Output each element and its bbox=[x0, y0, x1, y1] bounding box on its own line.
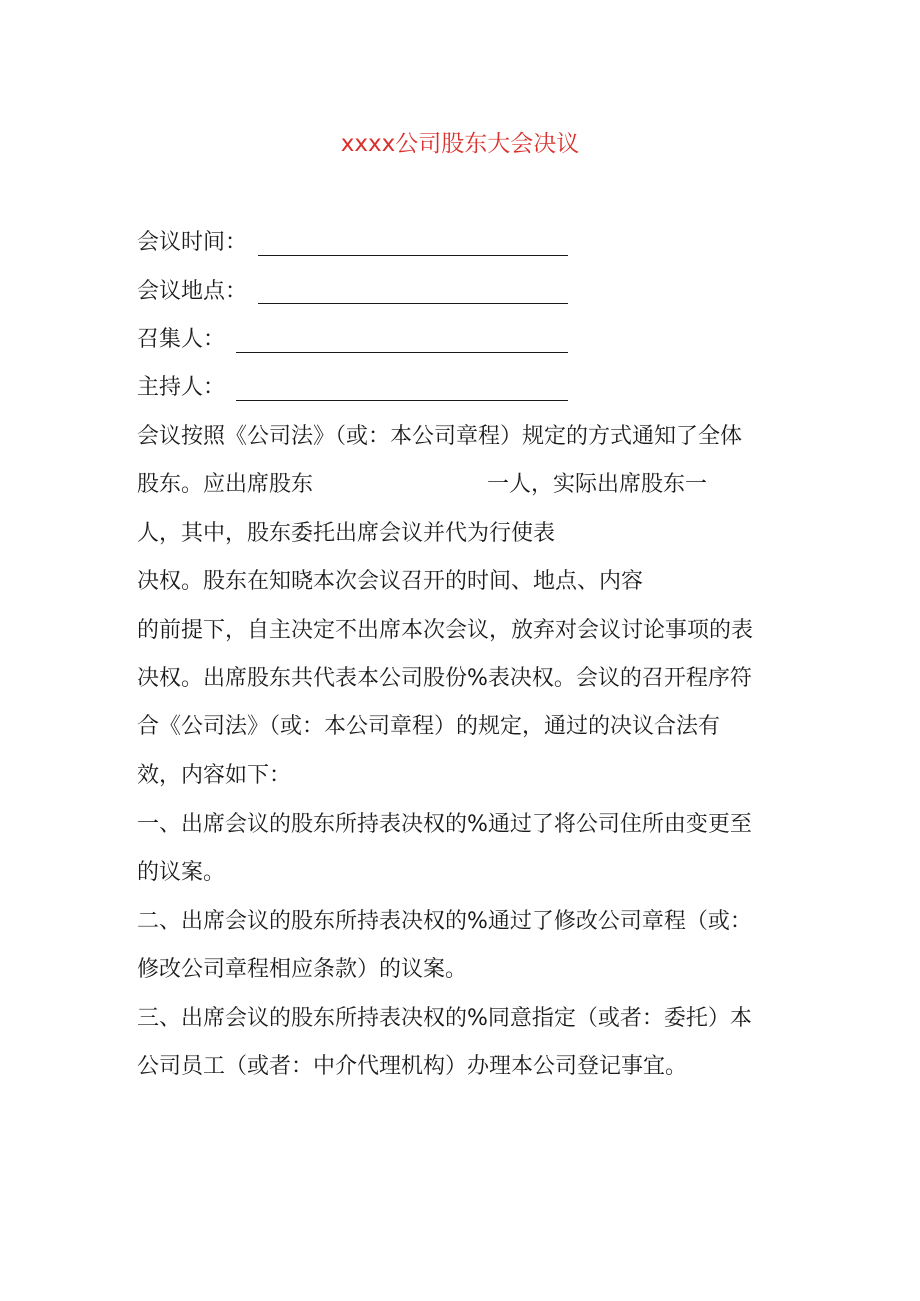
convener-label: 召集人： bbox=[137, 327, 226, 352]
meeting-time-label: 会议时间： bbox=[137, 230, 248, 255]
meeting-place-label: 会议地点： bbox=[137, 279, 248, 304]
convener-blank bbox=[236, 352, 568, 353]
body-line-1: 会议按照《公司法》（或：本公司章程）规定的方式通知了全体 bbox=[137, 424, 743, 449]
host-blank bbox=[236, 400, 568, 401]
document-title: xxxx公司股东大会决议 bbox=[340, 131, 580, 157]
resolution-3-line-2: 公司员工（或者：中介代理机构）办理本公司登记事宜。 bbox=[137, 1054, 688, 1079]
body-line-3: 人，其中，股东委托出席会议并代为行使表 bbox=[137, 521, 556, 546]
resolution-3-line-1: 三、出席会议的股东所持表决权的%同意指定（或者：委托）本 bbox=[137, 1006, 752, 1031]
body-line-4: 决权。股东在知晓本次会议召开的时间、地点、内容 bbox=[137, 569, 644, 594]
body-line-6: 决权。出席股东共代表本公司股份%表决权。会议的召开程序符 bbox=[137, 666, 752, 691]
body-line-7: 合《公司法》（或：本公司章程）的规定，通过的决议合法有 bbox=[137, 714, 721, 739]
resolution-1-line-1: 一、出席会议的股东所持表决权的%通过了将公司住所由变更至 bbox=[137, 812, 752, 837]
meeting-place-blank bbox=[258, 303, 568, 304]
body-line-2b: 一人，实际出席股东一 bbox=[487, 472, 708, 497]
body-line-8: 效，内容如下： bbox=[137, 763, 292, 788]
host-label: 主持人： bbox=[137, 375, 226, 400]
resolution-1-line-2: 的议案。 bbox=[137, 860, 226, 885]
body-line-2a: 股东。应出席股东 bbox=[137, 472, 314, 497]
resolution-2-line-1: 二、出席会议的股东所持表决权的%通过了修改公司章程（或： bbox=[137, 909, 752, 934]
body-line-5: 的前提下，自主决定不出席本次会议，放弃对会议讨论事项的表 bbox=[137, 618, 754, 643]
meeting-time-blank bbox=[258, 255, 568, 256]
resolution-2-line-2: 修改公司章程相应条款）的议案。 bbox=[137, 957, 468, 982]
